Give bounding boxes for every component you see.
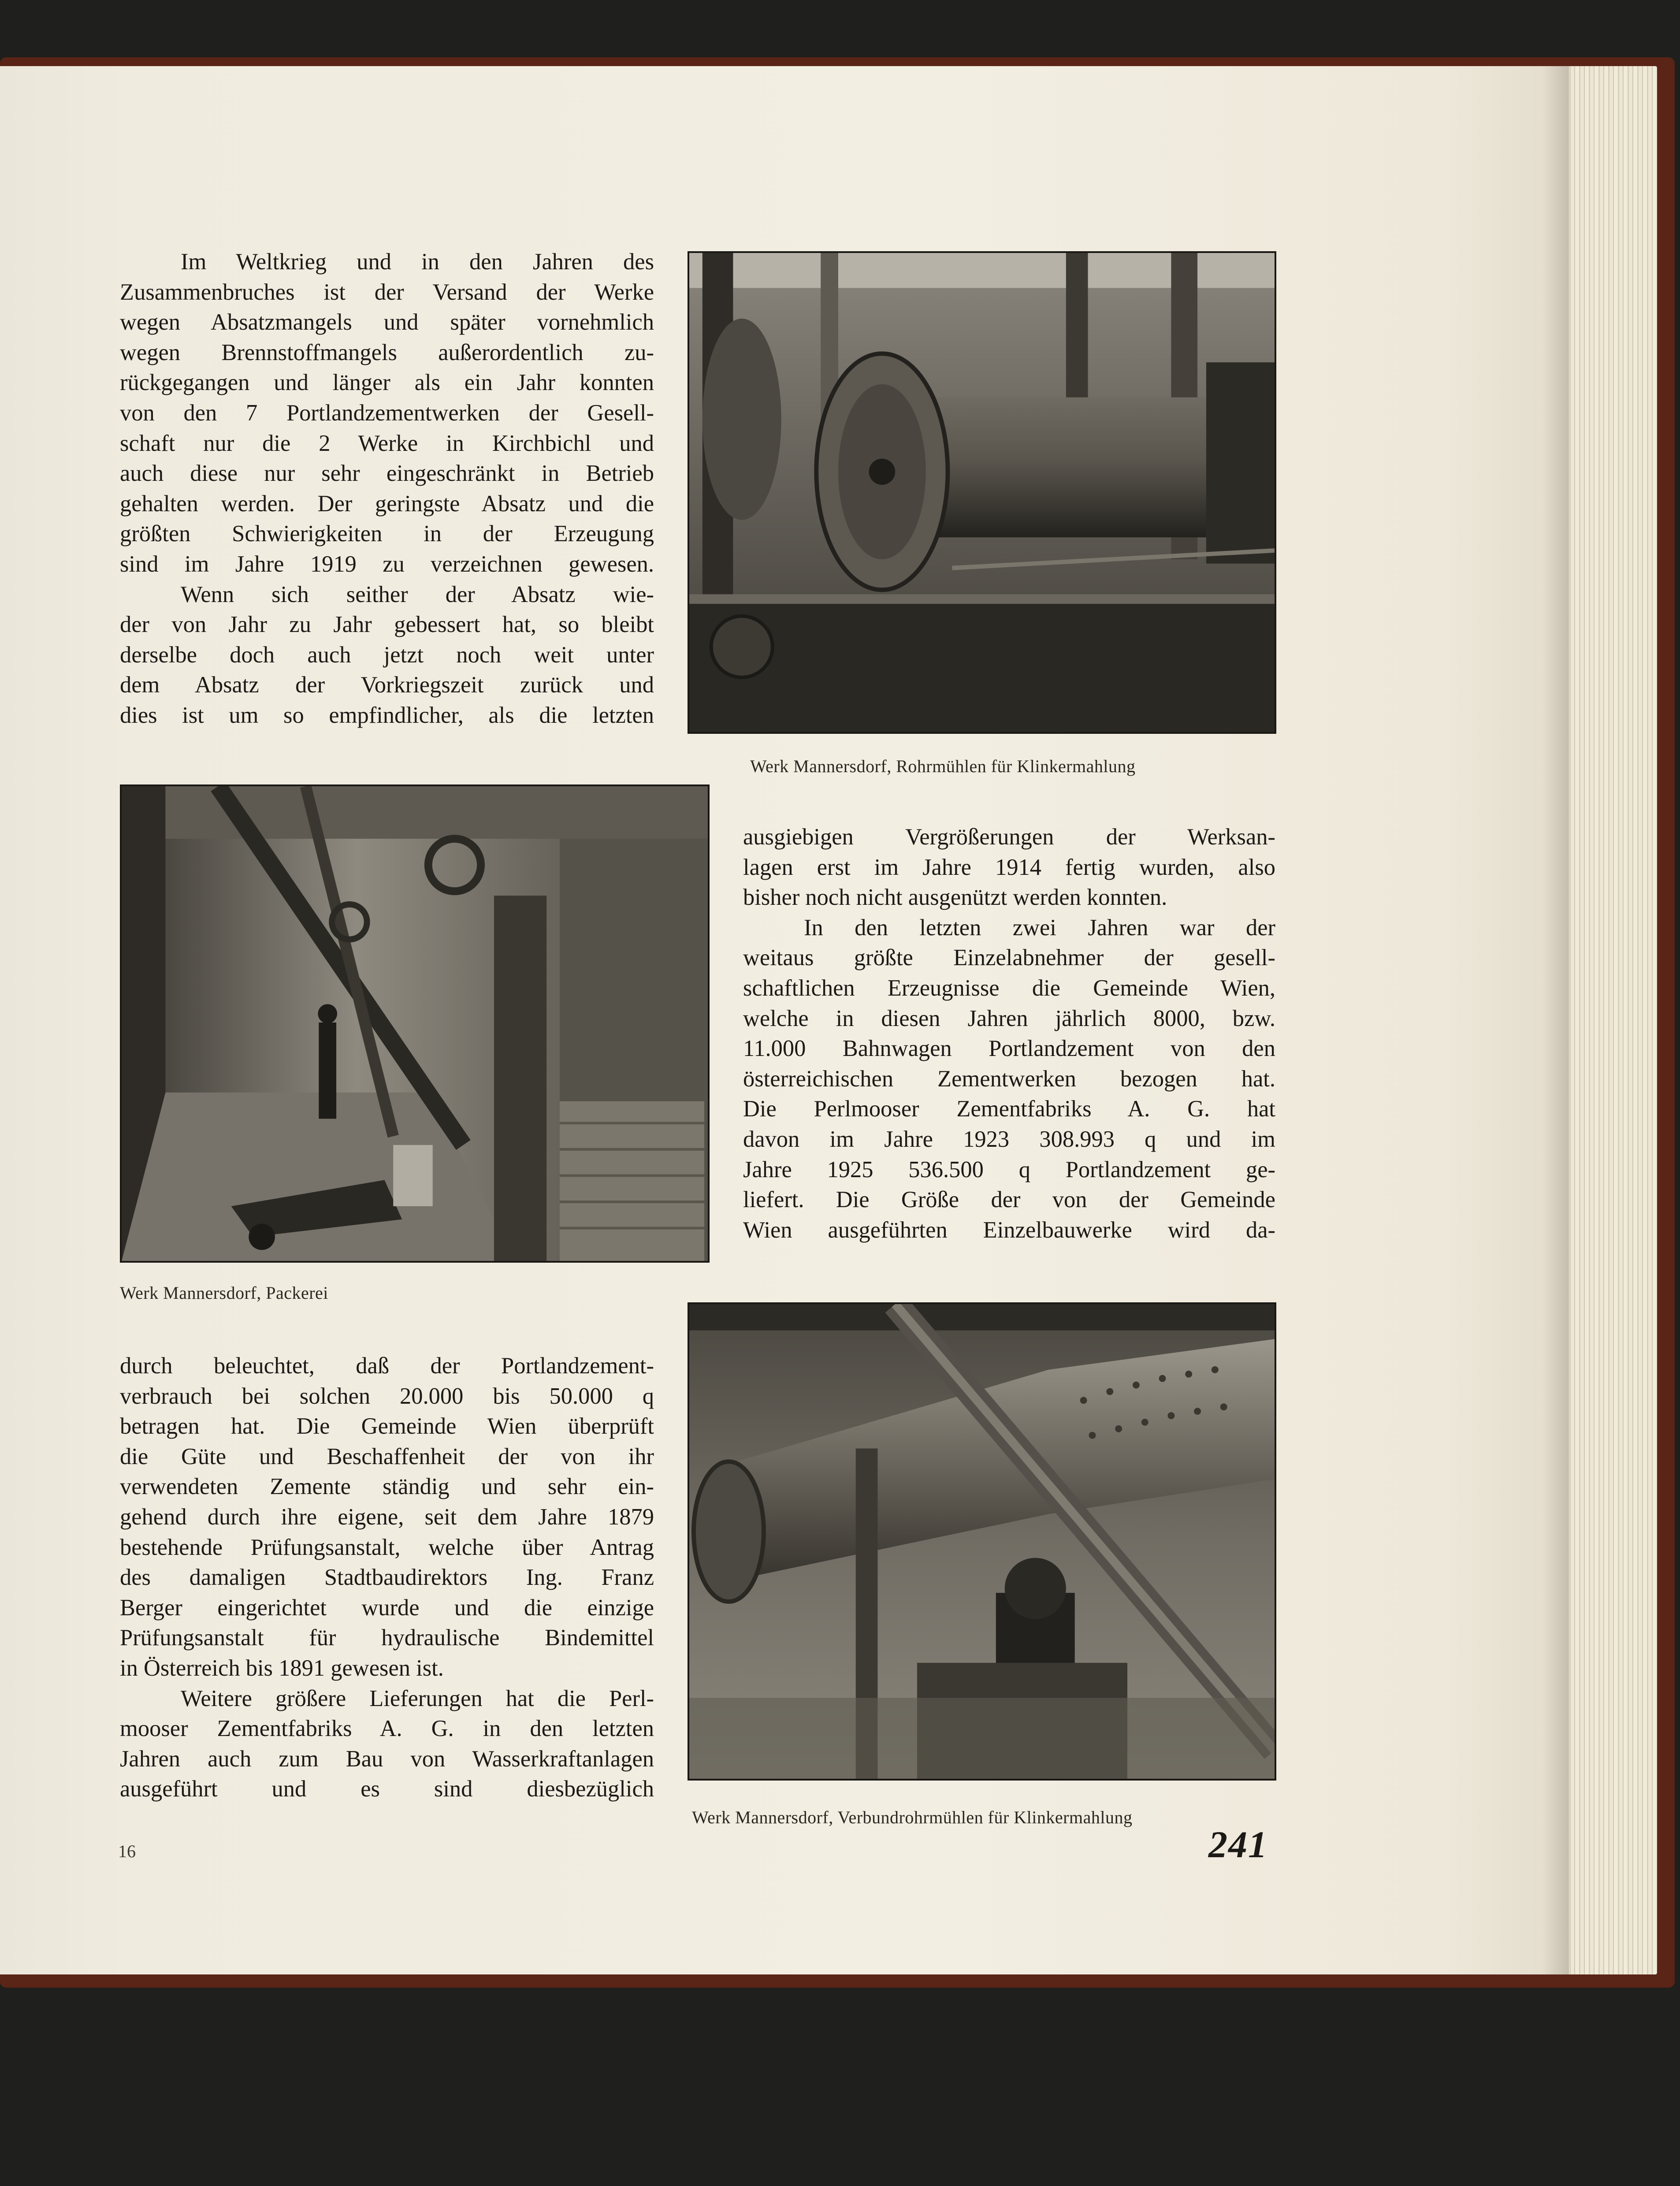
text-line: welche in diesen Jahren jährlich 8000, bzw. <box>743 1005 1275 1031</box>
text-line: Prüfungsanstalt für hydraulische Bindemittel <box>120 1625 654 1651</box>
text-line: Berger eingerichtet wurde und die einzige <box>120 1595 654 1621</box>
signature-mark: 16 <box>118 1841 136 1861</box>
photo-rohrmuehlen <box>688 251 1276 734</box>
page-edges <box>1556 66 1657 1974</box>
page-gutter-shadow <box>1542 66 1569 1974</box>
text-line: Wenn sich seither der Absatz wie- <box>181 581 654 607</box>
text-column-right-middle <box>743 822 1275 1245</box>
text-line: betragen hat. Die Gemeinde Wien überprüft <box>120 1413 654 1439</box>
text-line: derselbe doch auch jetzt noch weit unter <box>120 642 654 668</box>
text-line: rückgegangen und länger als ein Jahr konnten <box>120 370 654 396</box>
text-line: Zusammenbruches ist der Versand der Werke <box>120 279 654 305</box>
text-line: davon im Jahre 1923 308.993 q und im <box>743 1126 1275 1152</box>
text-line: lagen erst im Jahre 1914 fertig wurden, also <box>743 854 1275 880</box>
text-line: österreichischen Zementwerken bezogen hat. <box>743 1066 1275 1092</box>
text-line: des damaligen Stadtbaudirektors Ing. Franz <box>120 1565 654 1591</box>
caption-verbundrohrmuehlen: Werk Mannersdorf, Verbundrohrmühlen für Klinkermahlung <box>692 1807 1133 1827</box>
text-line: der von Jahr zu Jahr gebessert hat, so bleibt <box>120 612 654 638</box>
text-line: Jahren auch zum Bau von Wasserkraftanlagen <box>120 1746 654 1772</box>
text-line: Im Weltkrieg und in den Jahren des <box>181 249 654 275</box>
text-line: auch diese nur sehr eingeschränkt in Betrieb <box>120 461 654 487</box>
text-line: die Güte und Beschaffenheit der von ihr <box>120 1443 654 1469</box>
text-line: verbrauch bei solchen 20.000 bis 50.000 q <box>120 1383 654 1409</box>
text-line: schaft nur die 2 Werke in Kirchbichl und <box>120 430 654 456</box>
text-line: ausgiebigen Vergrößerungen der Werksan- <box>743 824 1275 850</box>
text-column-left-bottom <box>120 1351 654 1804</box>
text-line: bisher noch nicht ausgenützt werden konnten. <box>743 885 1167 911</box>
text-line: dies ist um so empfindlicher, als die letzten <box>120 702 654 728</box>
text-line: Die Perlmooser Zementfabriks A. G. hat <box>743 1096 1275 1122</box>
text-line: weitaus größte Einzelabnehmer der gesell- <box>743 945 1275 971</box>
page-number: 241 <box>1208 1823 1268 1866</box>
text-line: In den letzten zwei Jahren war der <box>804 915 1275 941</box>
text-line: durch beleuchtet, daß der Portlandzement- <box>120 1353 654 1379</box>
text-line: bestehende Prüfungsanstalt, welche über Antrag <box>120 1534 654 1560</box>
photo-packerei <box>120 784 710 1263</box>
photo-verbundrohrmuehlen <box>688 1302 1276 1781</box>
caption-rohrmuehlen: Werk Mannersdorf, Rohrmühlen für Klinkermahlung <box>750 756 1136 776</box>
text-line: Wien ausgeführten Einzelbauwerke wird da- <box>743 1217 1275 1243</box>
text-line: mooser Zementfabriks A. G. in den letzten <box>120 1716 654 1742</box>
text-line: 11.000 Bahnwagen Portlandzement von den <box>743 1036 1275 1062</box>
text-line: schaftlichen Erzeugnisse die Gemeinde Wien, <box>743 975 1275 1001</box>
text-line: liefert. Die Größe der von der Gemeinde <box>743 1187 1275 1213</box>
text-line: dem Absatz der Vorkriegszeit zurück und <box>120 672 654 698</box>
text-line: wegen Absatzmangels und später vornehmlich <box>120 309 654 335</box>
text-line: verwendeten Zemente ständig und sehr ein- <box>120 1474 654 1500</box>
text-line: gehend durch ihre eigene, seit dem Jahre 1879 <box>120 1504 654 1530</box>
text-line: Jahre 1925 536.500 q Portlandzement ge- <box>743 1156 1275 1182</box>
text-line: ausgeführt und es sind diesbezüglich <box>120 1776 654 1802</box>
text-line: sind im Jahre 1919 zu verzeichnen gewesen. <box>120 551 654 577</box>
text-line: gehalten werden. Der geringste Absatz und die <box>120 491 654 517</box>
text-line: wegen Brennstoffmangels außerordentlich zu- <box>120 339 654 365</box>
text-column-left-top <box>120 247 654 731</box>
text-line: von den 7 Portlandzementwerken der Gesell- <box>120 400 654 426</box>
text-line: größten Schwierigkeiten in der Erzeugung <box>120 521 654 547</box>
caption-packerei: Werk Mannersdorf, Packerei <box>120 1283 328 1303</box>
text-line: in Österreich bis 1891 gewesen ist. <box>120 1655 444 1681</box>
text-line: Weitere größere Lieferungen hat die Perl- <box>181 1685 654 1711</box>
